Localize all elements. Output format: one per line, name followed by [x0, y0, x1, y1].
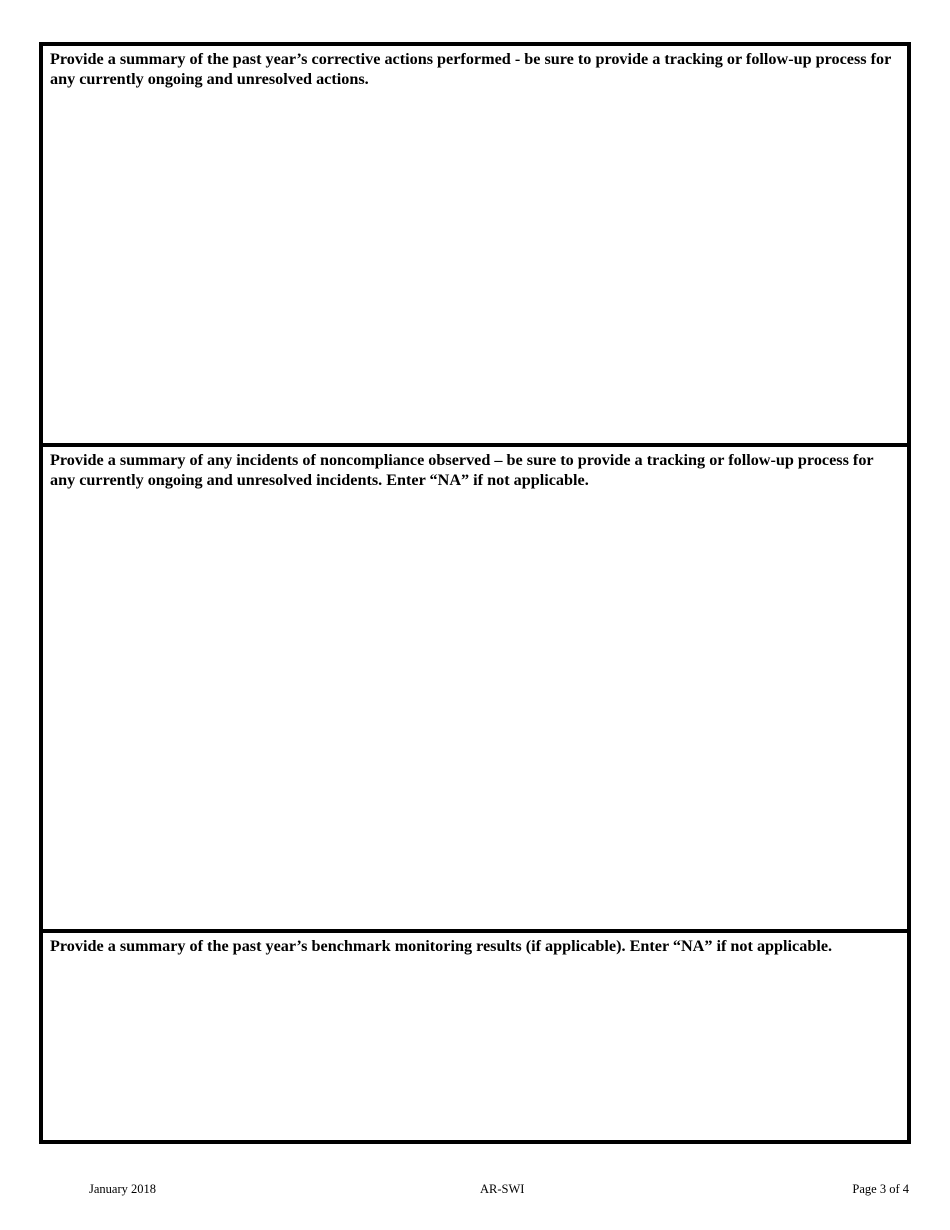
- page-footer: [0, 1182, 950, 1198]
- noncompliance-response-area[interactable]: [50, 493, 899, 923]
- benchmark-monitoring-prompt: Provide a summary of the past year’s benchmark monitoring results (if applicable). Enter “NA” if not applicable.: [50, 937, 833, 955]
- report-form-frame: [39, 42, 911, 1144]
- benchmark-monitoring-section: [43, 933, 907, 1140]
- corrective-actions-prompt: Provide a summary of the past year’s corrective actions performed - be sure to provide a tracking or follow-up process for any currently ongoing and unresolved actions.: [50, 50, 892, 88]
- footer-form-id: AR-SWI: [480, 1182, 525, 1196]
- noncompliance-section: [43, 447, 907, 933]
- corrective-actions-response-area[interactable]: [50, 92, 899, 437]
- footer-date: January 2018: [89, 1182, 156, 1196]
- footer-page-number: Page 3 of 4: [852, 1182, 909, 1196]
- noncompliance-prompt: Provide a summary of any incidents of noncompliance observed – be sure to provide a tracking or follow-up process for any currently ongoing and unresolved incidents. Enter “NA” if not applicable.: [50, 451, 874, 489]
- benchmark-monitoring-response-area[interactable]: [50, 961, 899, 1134]
- corrective-actions-section: [43, 46, 907, 447]
